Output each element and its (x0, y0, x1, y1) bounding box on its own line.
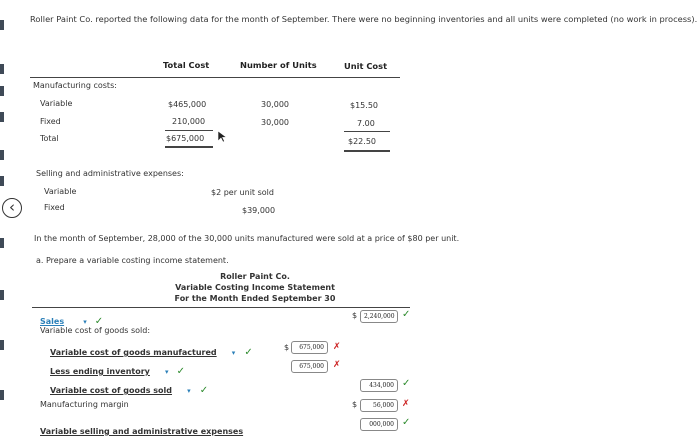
dropdown-arrow-icon: ▾ (187, 387, 191, 395)
partial-amount-input[interactable]: 000,000 (360, 418, 398, 431)
ending-inventory-select[interactable] (50, 359, 185, 378)
row-variable-label: Variable (40, 99, 73, 108)
row-fixed-unit-cost: 7.00 (357, 119, 375, 128)
selling-variable-value: $2 per unit sold (211, 188, 274, 197)
chevron-left-icon: ‹ (9, 197, 15, 216)
row-variable-total: $465,000 (168, 100, 207, 109)
sales-dollar-sign: $ (352, 311, 358, 320)
sales-note: In the month of September, 28,000 of the 30,000 units manufactured were sold at a price of $80 per unit. (34, 234, 460, 243)
statement-title: Variable Costing Income Statement (175, 283, 335, 292)
vcogs-section-label: Variable cost of goods sold: (40, 326, 151, 335)
manufacturing-costs-label: Manufacturing costs: (33, 81, 117, 90)
header-divider (30, 77, 400, 78)
header-total-cost: Total Cost (163, 60, 210, 70)
ending-inventory-amount-input[interactable]: 675,000 (291, 360, 328, 373)
dropdown-arrow-icon: ▾ (83, 318, 87, 326)
row-total-unit-cost: $22.50 (348, 137, 376, 146)
total-cost-double-underline (165, 146, 213, 148)
intro-text: Roller Paint Co. reported the following data for the month of September. There were no beginning inventories and all units were completed (no work in process). (30, 14, 698, 24)
row-total-total: $675,000 (166, 134, 205, 143)
partial-select-value: Variable selling and administrative expenses (40, 427, 244, 436)
vcgs-amount-input[interactable]: 434,000 (360, 379, 398, 392)
selling-fixed-label: Fixed (44, 203, 65, 212)
checkmark-icon: ✓ (94, 316, 104, 327)
row-fixed-label: Fixed (40, 117, 61, 126)
statement-company: Roller Paint Co. (220, 272, 290, 281)
row-variable-units: 30,000 (261, 100, 289, 109)
selling-admin-label: Selling and administrative expenses: (36, 169, 184, 178)
checkmark-icon: ✓ (402, 378, 411, 389)
mouse-pointer-icon (218, 128, 228, 147)
x-mark-icon: ✗ (402, 399, 410, 409)
x-mark-icon: ✗ (333, 360, 341, 370)
statement-period: For the Month Ended September 30 (174, 294, 336, 303)
dropdown-arrow-icon: ▾ (164, 368, 169, 376)
partial-select[interactable] (40, 419, 243, 438)
row-fixed-total: 210,000 (172, 117, 206, 126)
row-variable-unit-cost: $15.50 (350, 101, 378, 110)
statement-divider (32, 307, 410, 308)
row-total-label: Total (40, 134, 59, 143)
ending-inventory-select-value: Less ending inventory (50, 367, 150, 376)
vcogm-dollar-sign: $ (284, 343, 290, 352)
question-a: a. Prepare a variable costing income statement. (36, 256, 229, 265)
sales-select-value: Sales (40, 317, 65, 326)
checkmark-icon: ✓ (244, 347, 253, 358)
row-fixed-units: 30,000 (261, 118, 289, 127)
margin-amount-input[interactable]: 56,000 (360, 399, 398, 412)
previous-page-button[interactable] (2, 198, 22, 218)
margin-dollar-sign: $ (352, 400, 358, 409)
header-unit-cost: Unit Cost (344, 61, 388, 71)
sales-amount-input[interactable]: 2,240,000 (360, 310, 398, 323)
vcogm-select-value: Variable cost of goods manufactured (50, 348, 217, 357)
vcgs-select-value: Variable cost of goods sold (50, 386, 173, 395)
vcogm-amount-input[interactable]: 675,000 (291, 341, 328, 354)
header-number-of-units: Number of Units (240, 60, 317, 70)
checkmark-icon: ✓ (402, 417, 411, 428)
checkmark-icon: ✓ (402, 309, 411, 320)
vcogm-select[interactable] (50, 340, 253, 359)
selling-fixed-value: $39,000 (242, 206, 276, 215)
vcgs-select[interactable] (50, 378, 208, 397)
total-cost-underline (165, 130, 213, 131)
unit-cost-underline (344, 131, 390, 132)
unit-cost-double-underline (344, 150, 390, 152)
checkmark-icon: ✓ (199, 385, 209, 396)
checkmark-icon: ✓ (176, 366, 185, 377)
selling-variable-label: Variable (44, 187, 77, 196)
dropdown-arrow-icon: ▾ (231, 349, 236, 357)
manufacturing-margin-label: Manufacturing margin (40, 400, 129, 409)
x-mark-icon: ✗ (333, 342, 341, 352)
